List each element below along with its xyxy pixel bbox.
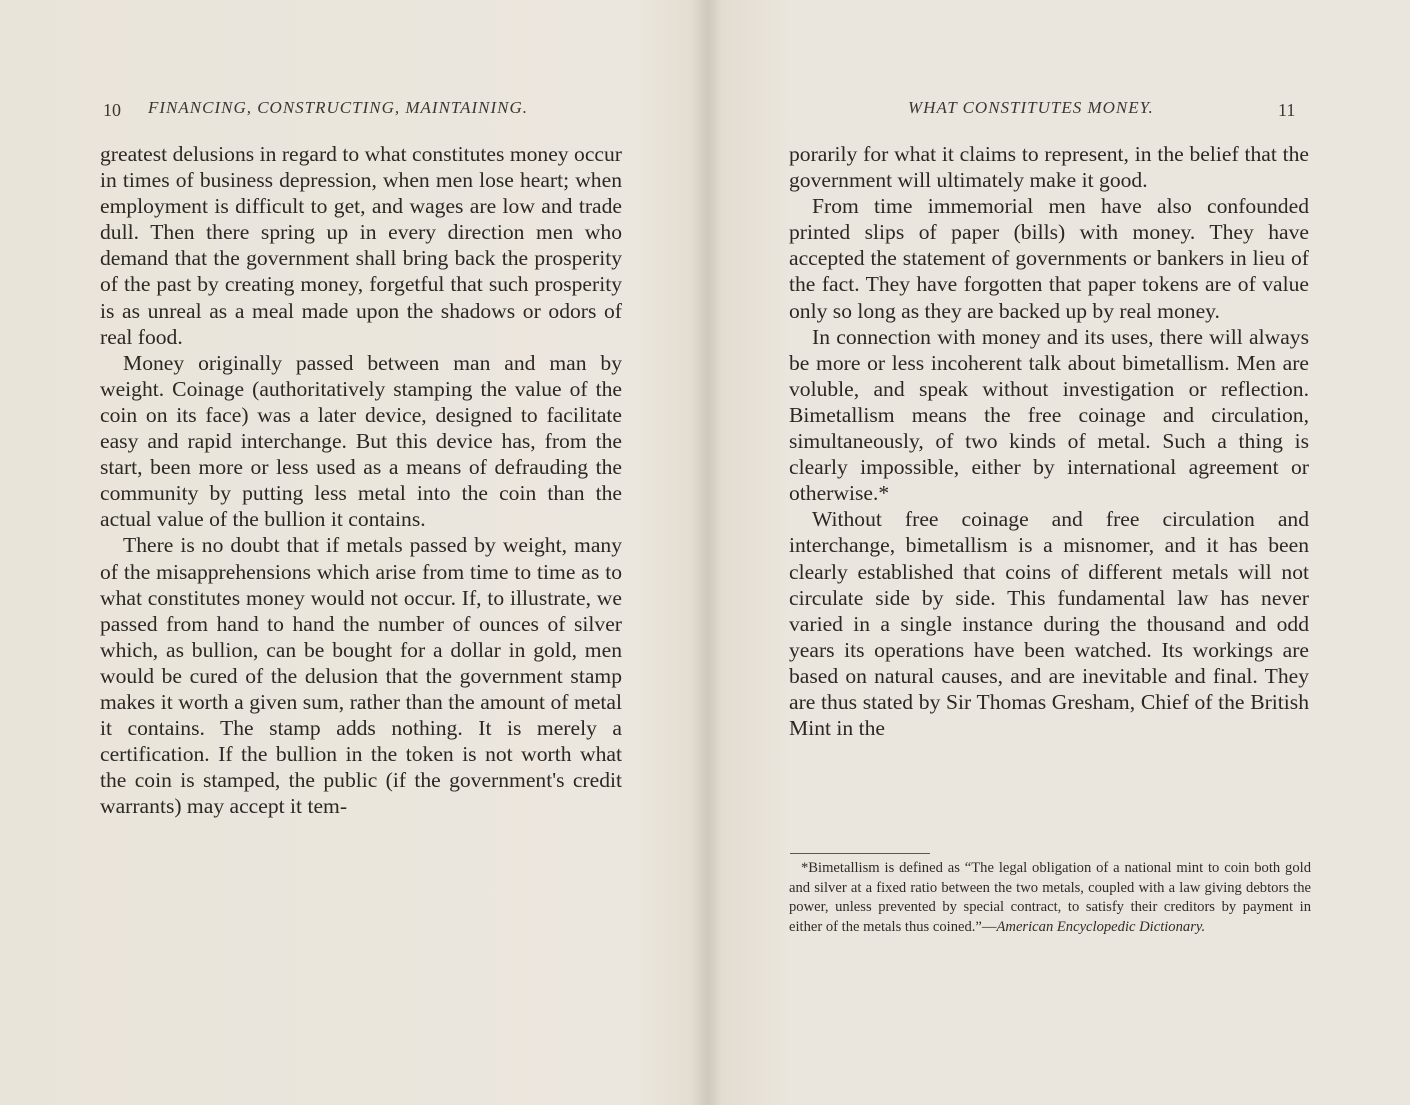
paragraph: From time immemorial men have also confounded printed slips of paper (bills) with money. They have accepted the statement of governments or bankers in lieu of the fact. They have forgotten that paper tokens are of value only so long as they are backed up by real money.: [789, 194, 1309, 323]
paragraph: greatest delusions in regard to what constitutes money occur in times of business depression, when men lose heart; when employment is difficult to get, and wages are low and trade dull. Then there spring up in every direction men who demand that the government shall bring back the prosperity of the past by creating money, forgetful that such prosperity is as unreal as a meal made upon the shadows or odors of real food.: [100, 142, 622, 349]
paragraph: Without free coinage and free circulation and interchange, bimetallism is a misnomer, and it has been clearly established that coins of different metals will not circulate side by side. This fundamental law has never varied in a single instance during the thousand and odd years its operations have been watched. Its workings are based on natural causes, and are inevitable and final. They are thus stated by Sir Thomas Gresham, Chief of the British Mint in the: [789, 507, 1309, 741]
paragraph: porarily for what it claims to represent, in the belief that the government will ultimately make it good.: [789, 142, 1309, 193]
running-head: WHAT CONSTITUTES MONEY.: [908, 98, 1154, 117]
body-text: [100, 141, 622, 819]
footnote-source: American Encyclopedic Dictionary.: [996, 919, 1206, 936]
right-page: [705, 0, 1410, 1105]
body-text: [789, 141, 1309, 741]
footnote-text: *Bimetallism is defined as “The legal obligation of a national mint to coin both gold and silver at a fixed ratio between the two metals, coupled with a law giving debtors the power, unless prevented by special contract, to satisfy their creditors by payment in either of the metals thus coined.”—: [789, 860, 1311, 936]
paragraph: In connection with money and its uses, there will always be more or less incoherent talk about bimetallism. Men are voluble, and speak without investigation or reflection. Bimetallism means the free coinage and circulation, simultaneously, of two kinds of metal. Such a thing is clearly impossible, either by international agreement or otherwise.*: [789, 324, 1309, 506]
running-head: FINANCING, CONSTRUCTING, MAINTAINING.: [148, 98, 529, 117]
paragraph: Money originally passed between man and man by weight. Coinage (authoritatively stamping the value of the coin on its face) was a later device, designed to facilitate easy and rapid interchange. But this device has, from the start, been more or less used as a means of defrauding the community by putting less metal into the coin than the actual value of the bullion it contains.: [100, 350, 622, 532]
page-number: 11: [1278, 100, 1296, 120]
footnote: [789, 859, 1311, 938]
footnote-rule: [790, 853, 930, 854]
paragraph: There is no doubt that if metals passed by weight, many of the misapprehensions which arise from time to time as to what constitutes money would not occur. If, to illustrate, we passed from hand to hand the number of ounces of silver which, as bullion, can be bought for a dollar in gold, men would be cured of the delusion that the government stamp makes it worth a given sum, rather than the amount of metal it contains. The stamp adds nothing. It is merely a certification. If the bullion in the token is not worth what the coin is stamped, the public (if the government's credit warrants) may accept it tem-: [100, 533, 622, 819]
page-number: 10: [103, 100, 121, 120]
